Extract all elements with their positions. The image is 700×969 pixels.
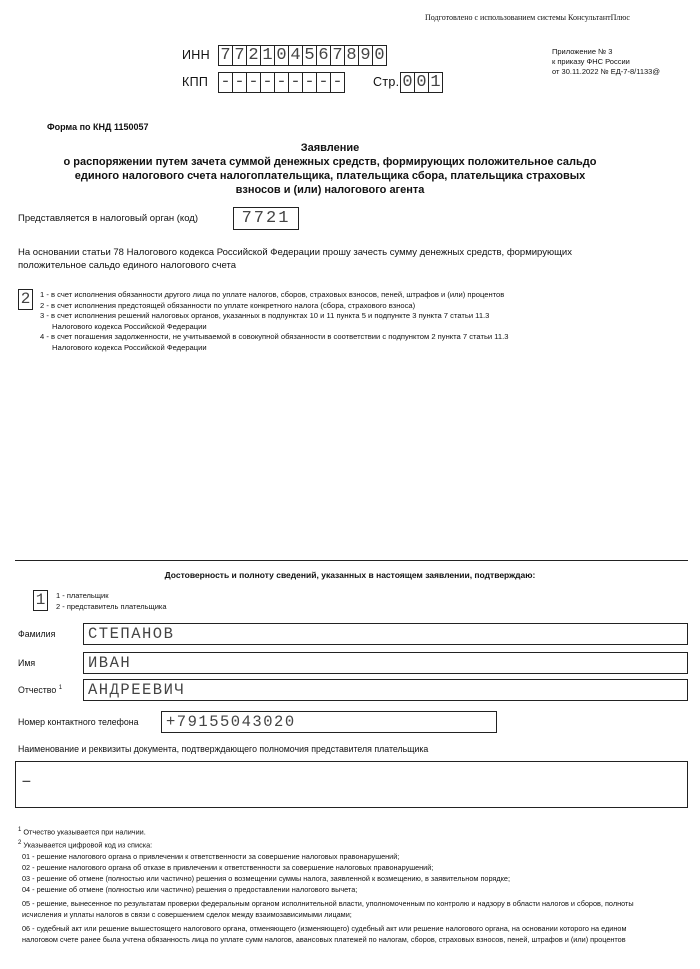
inn-digit-cell[interactable]: 5 bbox=[302, 45, 316, 66]
kpp-digit-cell[interactable]: - bbox=[246, 72, 260, 93]
basis-line: положительное сальдо единого налогового счета bbox=[18, 260, 236, 271]
name-label: Имя bbox=[18, 658, 36, 668]
tax-authority-code-field[interactable]: 7721 bbox=[233, 207, 299, 230]
appendix-line: к приказу ФНС России bbox=[552, 57, 630, 66]
offset-option: Налогового кодекса Российской Федерации bbox=[52, 321, 207, 331]
prepared-note: Подготовлено с использованием системы КонсультантПлюс bbox=[425, 13, 630, 22]
kpp-digit-cell[interactable]: - bbox=[274, 72, 288, 93]
page-label: Стр. bbox=[373, 75, 400, 89]
footnote-2 bbox=[18, 839, 152, 850]
code-item: 04 - решение об отмене (полностью или частично) решения о предоставлении налогового вычета; bbox=[22, 885, 358, 894]
code-item: 05 - решение, вынесенное по результатам проверки федеральным органом исполнительной власти, уполномоченным по контролю и надзору в области налогов и сборов, полноты bbox=[22, 899, 634, 908]
confirm-type-field[interactable]: 1 bbox=[33, 590, 48, 611]
inn-digit-cell[interactable]: 7 bbox=[218, 45, 232, 66]
appendix-note bbox=[552, 47, 660, 77]
surname-label: Фамилия bbox=[18, 629, 56, 639]
page-digit-cell[interactable]: 0 bbox=[400, 72, 414, 93]
footnote-mark: 1 bbox=[18, 827, 22, 833]
inn-label: ИНН bbox=[182, 48, 210, 62]
code-item: 03 - решение об отмене (полностью или частично) решения о возмещении суммы налога, заявленной к возмещению, в заявительном порядке; bbox=[22, 874, 510, 883]
inn-digit-cell[interactable]: 7 bbox=[232, 45, 246, 66]
page-digit-cell[interactable]: 1 bbox=[428, 72, 443, 93]
kpp-digit-cell[interactable]: - bbox=[218, 72, 232, 93]
code-item: 01 - решение налогового органа о привлечении к ответственности за совершение налоговых правонарушений; bbox=[22, 852, 400, 861]
code-item: 02 - решение налогового органа об отказе в привлечении к ответственности за совершение налоговых правонарушений; bbox=[22, 863, 434, 872]
offset-option: 1 - в счет исполнения обязанности другого лица по уплате налогов, сборов, страховых взносов, пеней, штрафов и (или) процентов bbox=[40, 290, 505, 299]
name-field[interactable]: ИВАН bbox=[83, 652, 688, 674]
basis-text bbox=[18, 246, 572, 272]
patronymic-label bbox=[18, 685, 62, 695]
confirm-options bbox=[56, 590, 167, 612]
offset-type-field[interactable]: 2 bbox=[18, 289, 33, 310]
document-field[interactable]: – bbox=[15, 761, 688, 808]
title-line: взносов и (или) налогового агента bbox=[235, 184, 425, 196]
inn-digit-cell[interactable]: 8 bbox=[344, 45, 358, 66]
inn-digit-cell[interactable]: 1 bbox=[260, 45, 274, 66]
footnote-text: Указывается цифровой код из списка: bbox=[23, 840, 153, 850]
offset-option: 2 - в счет исполнения предстоящей обязанности по уплате конкретного налога (сбора, страхового взноса) bbox=[40, 300, 416, 310]
kpp-digit-cell[interactable]: - bbox=[302, 72, 316, 93]
footnote-mark: 2 bbox=[18, 840, 22, 846]
appendix-line: Приложение № 3 bbox=[552, 47, 613, 56]
title-line: единого налогового счета налогоплательщика, плательщика сбора, плательщика страховых bbox=[74, 170, 586, 182]
code-item: 06 - судебный акт или решение вышестоящего налогового органа, отменяющего (изменяющего) судебный акт или решение налогового органа, на основании которого на едином bbox=[22, 924, 627, 933]
footnote-text: Отчество указывается при наличии. bbox=[23, 827, 146, 837]
offset-option: 3 - в счет исполнения решений налоговых органов, указанных в подпунктах 10 и 11 пункта 5 и подпункте 3 пункта 7 статьи 11.3 bbox=[40, 311, 490, 321]
code-list bbox=[22, 851, 634, 945]
kpp-digit-cell[interactable]: - bbox=[316, 72, 330, 93]
inn-digit-cell[interactable]: 9 bbox=[358, 45, 372, 66]
offset-option: Налогового кодекса Российской Федерации bbox=[52, 342, 207, 352]
footnote-mark: 1 bbox=[58, 685, 63, 692]
kpp-field[interactable] bbox=[218, 72, 345, 93]
kpp-digit-cell[interactable]: - bbox=[232, 72, 246, 93]
kpp-digit-cell[interactable]: - bbox=[260, 72, 274, 93]
phone-label: Номер контактного телефона bbox=[18, 717, 139, 727]
inn-digit-cell[interactable]: 0 bbox=[274, 45, 288, 66]
inn-digit-cell[interactable]: 6 bbox=[316, 45, 330, 66]
inn-digit-cell[interactable]: 0 bbox=[372, 45, 387, 66]
inn-digit-cell[interactable]: 2 bbox=[246, 45, 260, 66]
patronymic-field[interactable]: АНДРЕЕВИЧ bbox=[83, 679, 688, 701]
phone-field[interactable]: +79155043020 bbox=[161, 711, 497, 733]
title-line: Заявление bbox=[300, 142, 360, 154]
kpp-digit-cell[interactable]: - bbox=[288, 72, 302, 93]
appendix-line: от 30.11.2022 № ЕД-7-8/1133@ bbox=[552, 67, 660, 76]
form-title bbox=[30, 141, 630, 197]
inn-field[interactable] bbox=[218, 45, 387, 66]
code-item: налоговом счете ранее была учтена обязанность лица по уплате сумм налогов, авансовых платежей по налогам, сборов, страховых взносов, пеней, штрафов и (или) процентов bbox=[22, 935, 626, 944]
patronymic-label-text: Отчество bbox=[18, 685, 57, 695]
surname-field[interactable]: СТЕПАНОВ bbox=[83, 623, 688, 645]
footnote-1 bbox=[18, 826, 146, 837]
tax-authority-label: Представляется в налоговый орган (код) bbox=[18, 213, 198, 224]
inn-digit-cell[interactable]: 4 bbox=[288, 45, 302, 66]
inn-digit-cell[interactable]: 7 bbox=[330, 45, 344, 66]
form-code: Форма по КНД 1150057 bbox=[47, 122, 149, 132]
offset-option: 4 - в счет погашения задолженности, не учитываемой в совокупной обязанности в соответствии с подпунктом 2 пункта 7 статьи 11.3 bbox=[40, 332, 509, 342]
confirm-option: 2 - представитель плательщика bbox=[56, 602, 167, 611]
confirm-heading: Достоверность и полноту сведений, указанных в настоящем заявлении, подтверждаю: bbox=[164, 570, 536, 580]
title-line: о распоряжении путем зачета суммой денежных средств, формирующих положительное сальдо bbox=[63, 156, 597, 168]
section-divider bbox=[15, 560, 688, 561]
kpp-digit-cell[interactable]: - bbox=[330, 72, 345, 93]
kpp-label: КПП bbox=[182, 75, 209, 89]
page-digit-cell[interactable]: 0 bbox=[414, 72, 428, 93]
basis-line: На основании статьи 78 Налогового кодекса Российской Федерации прошу зачесть сумму денежных средств, формирующих bbox=[18, 247, 572, 258]
page-number-field[interactable] bbox=[400, 72, 443, 93]
confirm-option: 1 - плательщик bbox=[56, 591, 109, 600]
document-label: Наименование и реквизиты документа, подтверждающего полномочия представителя плательщика bbox=[18, 744, 429, 754]
offset-options bbox=[40, 290, 508, 354]
code-item: исчисления и уплаты налогов в связи с совершением сделок между взаимозависимыми лицами; bbox=[22, 910, 352, 919]
